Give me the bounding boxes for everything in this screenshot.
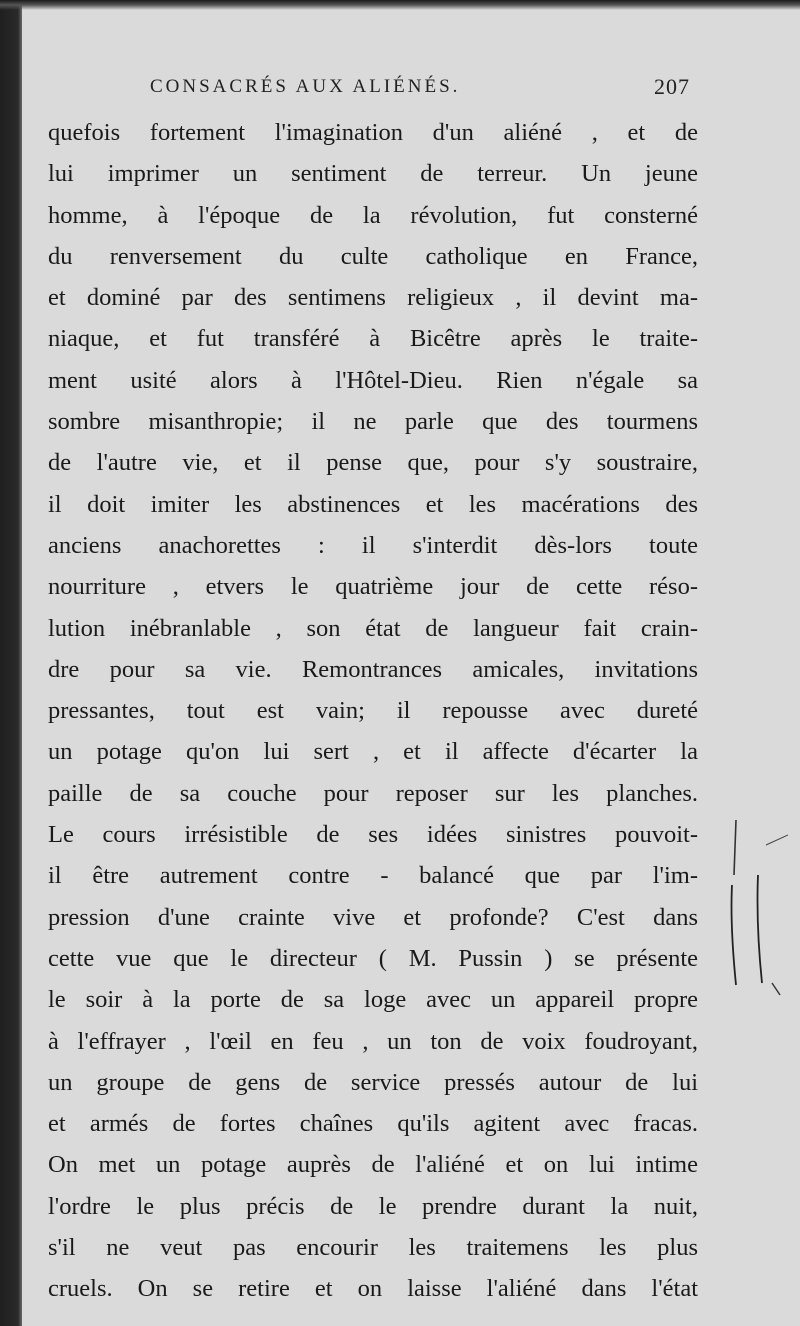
text-line: sombre misanthropie; il ne parle que des tourmens [48,408,698,436]
pencil-stroke [772,983,780,995]
pencil-stroke [732,885,737,985]
text-line: cruels. On se retire et on laisse l'aliéné dans l'état [48,1275,698,1303]
text-line: niaque, et fut transféré à Bicêtre après le traite- [48,325,698,353]
page-header [150,74,690,104]
text-line: lution inébranlable , son état de langueur fait crain- [48,614,698,642]
text-line: et armés de fortes chaînes qu'ils agitent avec fracas. [48,1110,698,1138]
text-line: un groupe de gens de service pressés autour de lui [48,1068,698,1096]
text-line: s'il ne veut pas encourir les traitemens les plus [48,1234,698,1262]
text-line: il être autrement contre - balancé que par l'im- [48,862,698,890]
text-line: le soir à la porte de sa loge avec un appareil propre [48,986,698,1014]
pencil-stroke [766,835,788,845]
text-line: à l'effrayer , l'œil en feu , un ton de voix foudroyant, [48,1027,698,1055]
text-line: du renversement du culte catholique en France, [48,242,698,270]
page-top-shadow [0,0,800,10]
text-line: Le cours irrésistible de ses idées sinistres pouvoit- [48,821,698,849]
text-line: un potage qu'on lui sert , et il affecte d'écarter la [48,738,698,766]
text-line: lui imprimer un sentiment de terreur. Un jeune [48,160,698,188]
text-line: dre pour sa vie. Remontrances amicales, invitations [48,655,698,683]
pencil-stroke [758,875,763,983]
text-line: On met un potage auprès de l'aliéné et on lui intime [48,1151,698,1179]
text-line: paille de sa couche pour reposer sur les planches. [48,779,698,807]
body-text [48,112,698,1310]
text-line: ment usité alors à l'Hôtel-Dieu. Rien n'égale sa [48,366,698,394]
text-line: anciens anachorettes : il s'interdit dès-lors toute [48,531,698,559]
text-line: pression d'une crainte vive et profonde? C'est dans [48,903,698,931]
pencil-stroke [734,820,736,875]
margin-pencil-marks [728,815,788,1005]
text-line: et dominé par des sentimens religieux , il devint ma- [48,284,698,312]
text-line: cette vue que le directeur ( M. Pussin ) se présente [48,944,698,972]
page-number: 207 [654,74,690,99]
text-line: homme, à l'époque de la révolution, fut consterné [48,201,698,229]
text-line: de l'autre vie, et il pense que, pour s'y soustraire, [48,449,698,477]
text-line: quefois fortement l'imagination d'un aliéné , et de [48,119,698,146]
text-line: l'ordre le plus précis de le prendre durant la nuit, [48,1192,698,1220]
text-line: nourriture , etvers le quatrième jour de cette réso- [48,573,698,601]
text-line: pressantes, tout est vain; il repousse avec dureté [48,697,698,725]
running-title: CONSACRÉS AUX ALIÉNÉS. [150,76,461,97]
text-line: il doit imiter les abstinences et les macérations des [48,490,698,518]
